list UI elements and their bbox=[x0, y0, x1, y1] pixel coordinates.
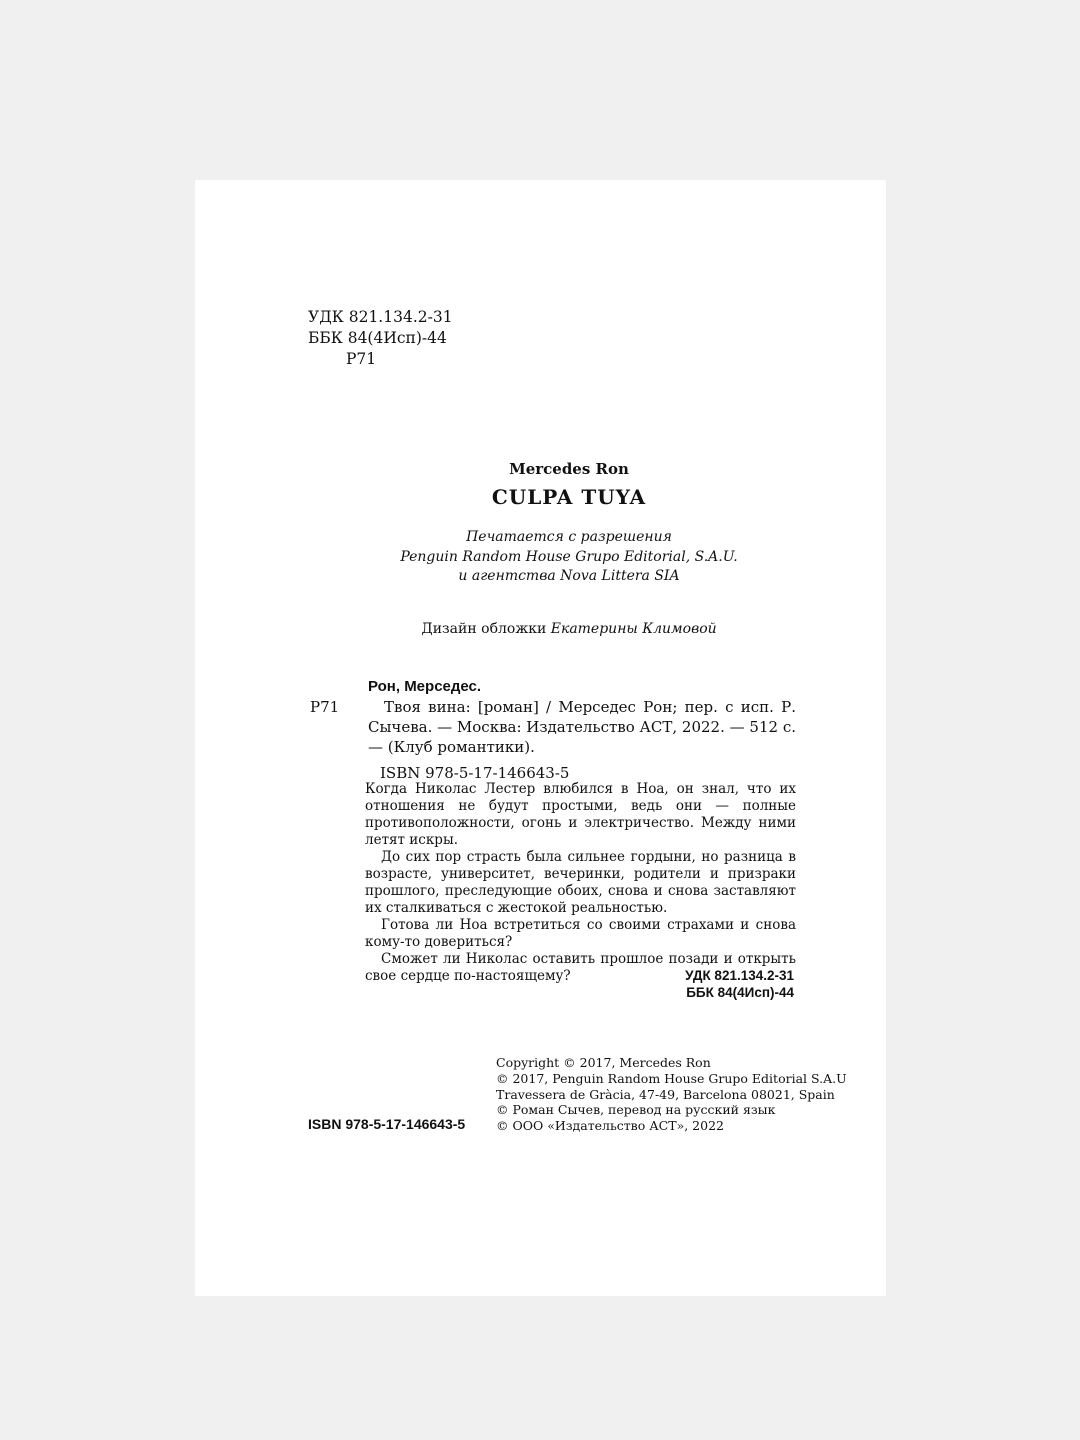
permission-note bbox=[195, 528, 943, 587]
annotation-paragraph: До сих пор страсть была сильнее гордыни, но разница в возрасте, университет, вечеринки, родители и призраки прошлого, преследующие обоих, снова и снова заставляют их сталкиваться с жестокой реальностью. bbox=[365, 849, 796, 916]
bottom-classification-codes bbox=[365, 967, 794, 1001]
annotation-paragraph: Сможет ли Николас оставить прошлое позади и открыть свое сердце по-настоящему? bbox=[365, 951, 796, 984]
cover-design-credit bbox=[195, 621, 943, 637]
bottom-udk-code: УДК 821.134.2-31 bbox=[685, 968, 794, 983]
cover-designer: Екатерины Климовой bbox=[550, 621, 717, 637]
copyright-line: © 2017, Penguin Random House Grupo Editorial S.A.U bbox=[496, 1070, 847, 1086]
original-author: Mercedes Ron bbox=[509, 460, 629, 478]
biblio-isbn: ISBN 978-5-17-146643-5 bbox=[380, 764, 570, 782]
isbn: ISBN 978-5-17-146643-5 bbox=[308, 1116, 466, 1132]
bbk-code: ББК 84(4Исп)-44 bbox=[308, 329, 447, 347]
copyright-line: Travessera de Gràcia, 47-49, Barcelona 08021, Spain bbox=[496, 1086, 835, 1102]
biblio-heading: Рон, Мерседес. bbox=[368, 678, 482, 695]
annotation-paragraph: Когда Николас Лестер влюбился в Ноа, он знал, что их отношения не будут простыми, ведь они — полные противоположности, огонь и электричество. Между ними летят искры. bbox=[365, 781, 796, 848]
biblio-author-mark: Р71 bbox=[310, 698, 340, 716]
copyright-line: © Роман Сычев, перевод на русский язык bbox=[496, 1102, 776, 1118]
classification-codes bbox=[308, 307, 453, 370]
bottom-bbk-code: ББК 84(4Исп)-44 bbox=[686, 985, 794, 1000]
copyright-block bbox=[496, 1055, 847, 1134]
permission-line-2: Penguin Random House Grupo Editorial, S.A.U. bbox=[400, 548, 738, 565]
copyright-line: © ООО «Издательство АСТ», 2022 bbox=[496, 1118, 724, 1134]
annotation bbox=[365, 781, 796, 985]
book-page bbox=[195, 180, 886, 1296]
original-title: CULPA TUYA bbox=[491, 485, 647, 509]
biblio-description: Твоя вина: [роман] / Мерседес Рон; пер. с исп. Р. Сычева. — Москва: Издательство АСТ, 2022. — 512 с. — (Клуб романтики). bbox=[368, 698, 796, 756]
bibliographic-record bbox=[368, 677, 796, 783]
annotation-paragraph: Готова ли Ноа встретиться со своими страхами и снова кому-то довериться? bbox=[365, 917, 796, 950]
author-mark: Р71 bbox=[346, 350, 377, 368]
copyright-line: Copyright © 2017, Mercedes Ron bbox=[496, 1055, 711, 1070]
udk-code: УДК 821.134.2-31 bbox=[308, 308, 453, 326]
cover-label: Дизайн обложки bbox=[421, 621, 547, 637]
permission-line-3: и агентства Nova Littera SIA bbox=[458, 568, 680, 584]
permission-line-1: Печатается с разрешения bbox=[466, 529, 672, 545]
